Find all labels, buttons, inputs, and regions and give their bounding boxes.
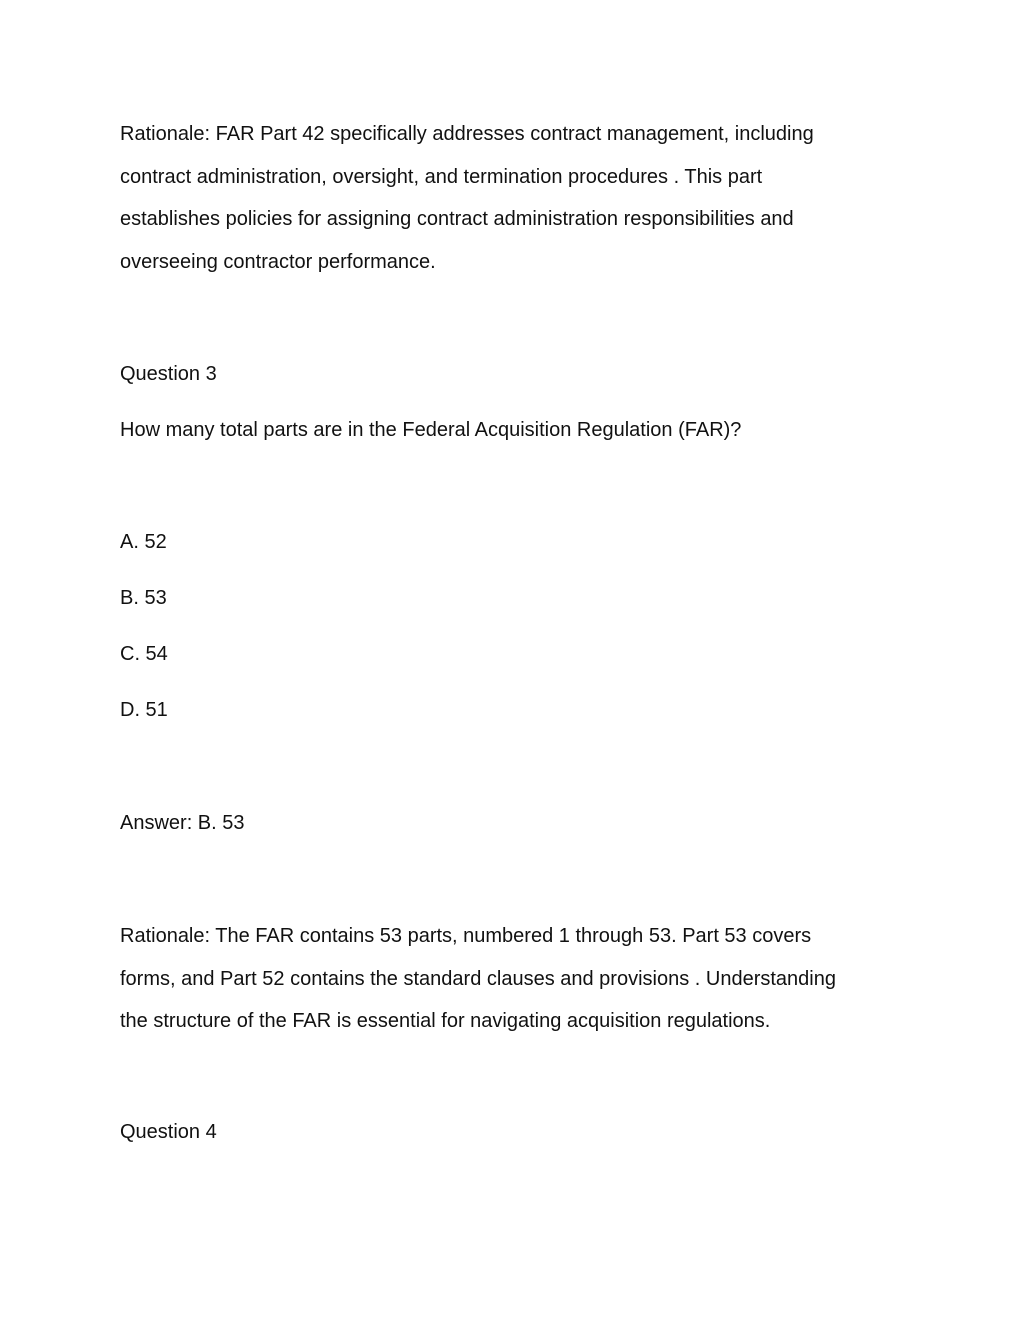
rationale-line: overseeing contractor performance. <box>120 250 436 273</box>
rationale-paragraph <box>120 113 900 283</box>
rationale-line: Rationale: FAR Part 42 specifically addresses contract management, including <box>120 123 814 145</box>
rationale-line: forms, and Part 52 contains the standard clauses and provisions . Understanding <box>120 967 836 990</box>
question-prompt: How many total parts are in the Federal Acquisition Regulation (FAR)? <box>120 419 742 441</box>
answer-option: A. 52 <box>120 531 167 553</box>
question-heading: Question 3 <box>120 363 217 385</box>
question-heading: Question 4 <box>120 1121 217 1143</box>
answer-option: C. 54 <box>120 643 168 665</box>
rationale-paragraph <box>120 915 900 1043</box>
answer-option: B. 53 <box>120 587 167 609</box>
rationale-line: Rationale: The FAR contains 53 parts, numbered 1 through 53. Part 53 covers <box>120 925 812 947</box>
rationale-line: contract administration, oversight, and termination procedures . This part <box>120 165 763 188</box>
rationale-line: establishes policies for assigning contract administration responsibilities and <box>120 208 794 230</box>
answer-text: Answer: B. 53 <box>120 812 245 834</box>
rationale-line: the structure of the FAR is essential for navigating acquisition regulations. <box>120 1010 771 1032</box>
answer-option: D. 51 <box>120 699 168 721</box>
